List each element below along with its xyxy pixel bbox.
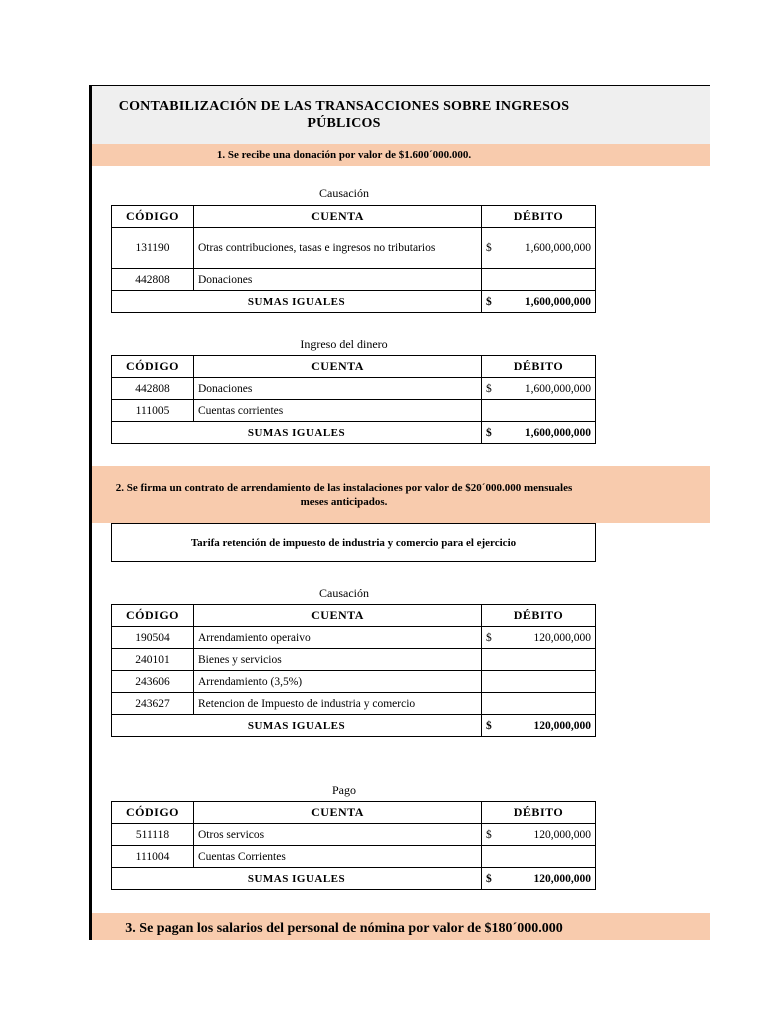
sumas-total-value: 1,600,000,000 bbox=[524, 295, 591, 308]
row-cuenta: Cuentas Corrientes bbox=[194, 846, 482, 868]
row-debito bbox=[482, 378, 596, 400]
sumas-row bbox=[112, 715, 596, 737]
page-title-line2: PÚBLICOS bbox=[307, 116, 381, 131]
sumas-label: SUMAS IGUALES bbox=[112, 291, 482, 313]
row-codigo: 511118 bbox=[112, 824, 194, 846]
row-cuenta: Donaciones bbox=[194, 378, 482, 400]
header-debito: DÉBITO bbox=[482, 802, 596, 824]
section1-causacion-label: Causación bbox=[319, 186, 369, 200]
sumas-total-value: 1,600,000,000 bbox=[524, 426, 591, 439]
row-codigo: 190504 bbox=[112, 627, 194, 649]
table-row bbox=[112, 824, 596, 846]
table-row bbox=[112, 649, 596, 671]
page-title-line1: CONTABILIZACIÓN DE LAS TRANSACCIONES SOBRE INGRESOS bbox=[118, 99, 570, 114]
table-row bbox=[112, 627, 596, 649]
row-debito bbox=[482, 846, 596, 868]
section2-causacion-table bbox=[111, 604, 596, 737]
sumas-total bbox=[482, 715, 596, 737]
header-codigo: CÓDIGO bbox=[112, 802, 194, 824]
header-cuenta: CUENTA bbox=[194, 206, 482, 228]
row-codigo: 240101 bbox=[112, 649, 194, 671]
row-codigo: 243606 bbox=[112, 671, 194, 693]
tarifa-box bbox=[111, 523, 596, 562]
table-row bbox=[112, 228, 596, 269]
row-cuenta: Donaciones bbox=[194, 269, 482, 291]
row-codigo: 111005 bbox=[112, 400, 194, 422]
sumas-total-value: 120,000,000 bbox=[533, 719, 591, 732]
section2-pago-label: Pago bbox=[332, 783, 356, 797]
row-debito bbox=[482, 824, 596, 846]
row-debito-value: 1,600,000,000 bbox=[524, 382, 591, 395]
header-cuenta: CUENTA bbox=[194, 802, 482, 824]
section1-causacion-table bbox=[111, 205, 596, 313]
row-debito bbox=[482, 671, 596, 693]
currency-symbol: $ bbox=[486, 631, 492, 644]
table-header-row bbox=[112, 802, 596, 824]
table-header-row bbox=[112, 605, 596, 627]
row-cuenta: Retencion de Impuesto de industria y comercio bbox=[194, 693, 482, 715]
sumas-label: SUMAS IGUALES bbox=[112, 422, 482, 444]
section1-heading: 1. Se recibe una donación por valor de $1.600´000.000. bbox=[216, 149, 472, 161]
currency-symbol: $ bbox=[486, 242, 492, 254]
sumas-row bbox=[112, 868, 596, 890]
table-row bbox=[112, 378, 596, 400]
header-cuenta: CUENTA bbox=[194, 605, 482, 627]
sumas-row bbox=[112, 422, 596, 444]
section2-pago-table bbox=[111, 801, 596, 890]
header-codigo: CÓDIGO bbox=[112, 356, 194, 378]
section1-ingreso-label: Ingreso del dinero bbox=[300, 337, 388, 351]
row-debito bbox=[482, 649, 596, 671]
sumas-total bbox=[482, 868, 596, 890]
section1-ingreso-table bbox=[111, 355, 596, 444]
row-cuenta: Arrendamiento (3,5%) bbox=[194, 671, 482, 693]
section2-heading-line1: 2. Se firma un contrato de arrendamiento de las instalaciones por valor de $20´000.000 mensuales bbox=[115, 482, 573, 494]
section2-heading bbox=[92, 481, 596, 509]
row-codigo: 131190 bbox=[112, 228, 194, 269]
section3-heading: 3. Se pagan los salarios del personal de nómina por valor de $180´000.000 bbox=[125, 921, 563, 936]
row-debito bbox=[482, 693, 596, 715]
row-codigo: 243627 bbox=[112, 693, 194, 715]
table-row bbox=[112, 846, 596, 868]
row-cuenta: Arrendamiento operaivo bbox=[194, 627, 482, 649]
table-row bbox=[112, 269, 596, 291]
row-debito bbox=[482, 269, 596, 291]
page-title bbox=[92, 98, 596, 132]
row-debito-value: 120,000,000 bbox=[533, 631, 591, 644]
row-debito-value: 1,600,000,000 bbox=[524, 242, 591, 254]
currency-symbol: $ bbox=[486, 719, 492, 732]
tarifa-text: Tarifa retención de impuesto de industria y comercio para el ejercicio bbox=[190, 536, 517, 549]
header-debito: DÉBITO bbox=[482, 356, 596, 378]
row-debito bbox=[482, 228, 596, 269]
section2-heading-line2: meses anticipados. bbox=[300, 496, 388, 508]
header-codigo: CÓDIGO bbox=[112, 605, 194, 627]
currency-symbol: $ bbox=[486, 828, 492, 841]
row-cuenta: Otras contribuciones, tasas e ingresos no tributarios bbox=[194, 228, 482, 269]
sumas-total bbox=[482, 422, 596, 444]
row-debito-value: 120,000,000 bbox=[533, 828, 591, 841]
row-codigo: 442808 bbox=[112, 269, 194, 291]
sumas-row bbox=[112, 291, 596, 313]
table-row bbox=[112, 693, 596, 715]
currency-symbol: $ bbox=[486, 295, 492, 308]
sumas-total bbox=[482, 291, 596, 313]
row-codigo: 442808 bbox=[112, 378, 194, 400]
header-debito: DÉBITO bbox=[482, 206, 596, 228]
sumas-label: SUMAS IGUALES bbox=[112, 868, 482, 890]
table-header-row bbox=[112, 356, 596, 378]
currency-symbol: $ bbox=[486, 382, 492, 395]
row-cuenta: Otros servicos bbox=[194, 824, 482, 846]
sumas-total-value: 120,000,000 bbox=[533, 872, 591, 885]
row-cuenta: Cuentas corrientes bbox=[194, 400, 482, 422]
row-codigo: 111004 bbox=[112, 846, 194, 868]
header-debito: DÉBITO bbox=[482, 605, 596, 627]
header-cuenta: CUENTA bbox=[194, 356, 482, 378]
section2-causacion-label: Causación bbox=[319, 586, 369, 600]
sumas-label: SUMAS IGUALES bbox=[112, 715, 482, 737]
row-cuenta: Bienes y servicios bbox=[194, 649, 482, 671]
row-debito bbox=[482, 627, 596, 649]
table-row bbox=[112, 400, 596, 422]
currency-symbol: $ bbox=[486, 426, 492, 439]
row-debito bbox=[482, 400, 596, 422]
header-codigo: CÓDIGO bbox=[112, 206, 194, 228]
currency-symbol: $ bbox=[486, 872, 492, 885]
table-header-row bbox=[112, 206, 596, 228]
table-row bbox=[112, 671, 596, 693]
